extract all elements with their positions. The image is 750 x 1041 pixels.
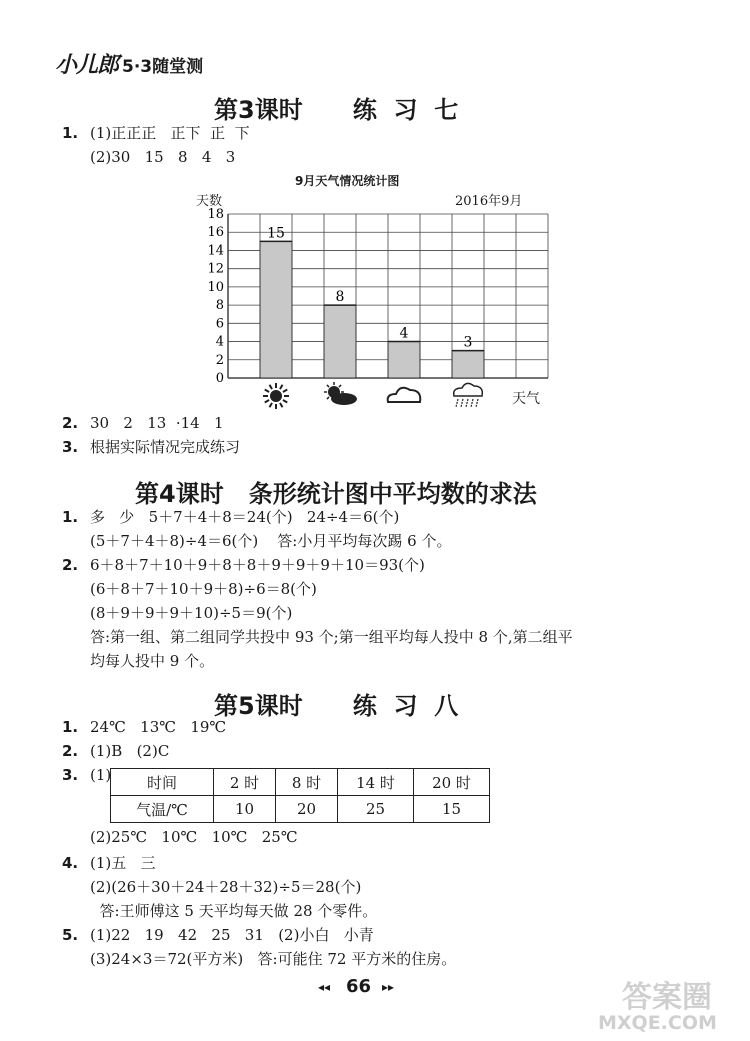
- q-text: (1)B (2)C: [90, 742, 170, 760]
- q-number: 1.: [62, 508, 79, 526]
- table-cell: 2 时: [214, 769, 276, 796]
- lesson3-q1b: (2)30 15 8 4 3: [90, 148, 236, 166]
- y-tick-label: 8: [215, 298, 224, 314]
- table-cell: 25: [338, 796, 414, 823]
- lesson4-q2c: (8＋9＋9＋9＋10)÷5＝9(个): [90, 604, 293, 622]
- brand-logo: 小儿郎: [55, 53, 119, 78]
- lesson3-q2: [62, 412, 224, 434]
- lesson3-q3: [62, 436, 240, 458]
- next-page-arrows[interactable]: ▸▸: [382, 980, 395, 994]
- lesson5-q3: [62, 764, 111, 786]
- series-name: 5·3随堂测: [122, 57, 204, 77]
- q-text: (1)正正正 正下 正 下: [90, 124, 250, 142]
- q-text: (1)五 三: [90, 854, 156, 872]
- bar: [260, 241, 292, 378]
- temperature-table: [110, 768, 490, 823]
- q-number: 3.: [62, 438, 79, 456]
- y-tick-label: 10: [207, 279, 224, 295]
- sun-icon: [263, 383, 289, 409]
- x-axis-label: 天气: [512, 391, 540, 407]
- lesson5-q4b: (2)(26＋30＋24＋28＋32)÷5＝28(个): [90, 878, 362, 896]
- y-tick-label: 18: [207, 207, 224, 222]
- table-cell: 气温/℃: [111, 796, 214, 823]
- lesson4-q1a: [62, 506, 399, 528]
- lesson4-q2b: (6＋8＋7＋10＋9＋8)÷6＝8(个): [90, 580, 317, 598]
- data-label: 3: [463, 334, 473, 351]
- q-number: 3.: [62, 766, 79, 784]
- y-axis-label: 天数: [196, 194, 223, 209]
- y-tick-label: 6: [215, 316, 224, 332]
- brand-header: [55, 48, 203, 79]
- lesson5-q2: [62, 740, 169, 762]
- lesson5-q1: [62, 716, 226, 738]
- bar-chart: [190, 200, 560, 415]
- q-text: 多 少 5＋7＋4＋8＝24(个) 24÷4＝6(个): [90, 508, 400, 526]
- lesson4-title: 第4课时 条形统计图中平均数的求法: [135, 480, 537, 508]
- y-tick-label: 16: [207, 225, 224, 241]
- q-text: (1): [90, 766, 112, 784]
- lesson4-q2e: 均每人投中 9 个。: [90, 652, 215, 670]
- q-number: 1.: [62, 124, 79, 142]
- lesson5-q5a: [62, 924, 374, 946]
- lesson5-q4a: [62, 852, 156, 874]
- bar: [452, 351, 484, 378]
- q-number: 2.: [62, 414, 79, 432]
- lesson5-q4c: 答:王师傅这 5 天平均每天做 28 个零件。: [90, 902, 378, 920]
- lesson4-q2d: 答:第一组、第二组同学共投中 93 个;第一组平均每人投中 8 个,第二组平: [90, 628, 573, 646]
- category-icons: [263, 382, 482, 409]
- y-tick-label: 4: [215, 334, 224, 350]
- q-number: 1.: [62, 718, 79, 736]
- table-row: [111, 769, 490, 796]
- data-label: 15: [267, 225, 285, 242]
- chart-title: 9月天气情况统计图: [295, 174, 400, 188]
- table-cell: 8 时: [276, 769, 338, 796]
- watermark-logo: 答案圈: [622, 980, 712, 1015]
- table-cell: 14 时: [338, 769, 414, 796]
- chart-date: 2016年9月: [455, 194, 523, 209]
- lesson4-q1b: (5＋7＋4＋8)÷4＝6(个) 答:小月平均每次踢 6 个。: [90, 532, 452, 550]
- q-text: (1)22 19 42 25 31 (2)小白 小青: [90, 926, 374, 944]
- page-number: 66: [346, 976, 372, 997]
- q-text: 根据实际情况完成练习: [90, 438, 241, 456]
- y-tick-label: 14: [207, 243, 224, 259]
- lesson5-title: 第5课时 练 习 八: [214, 692, 459, 720]
- q-number: 2.: [62, 556, 79, 574]
- table-cell: 15: [413, 796, 489, 823]
- table-cell: 20 时: [413, 769, 489, 796]
- q-text: 30 2 13 ·14 1: [90, 414, 224, 432]
- lesson3-q1a: [62, 122, 250, 144]
- q-number: 4.: [62, 854, 79, 872]
- partly-cloudy-icon: [324, 382, 357, 405]
- rain-icon: [454, 383, 483, 407]
- q-text: 24℃ 13℃ 19℃: [90, 718, 227, 736]
- watermark-url: MXQE.COM: [598, 1012, 717, 1034]
- table-cell: 10: [214, 796, 276, 823]
- cloud-icon: [388, 388, 421, 402]
- data-label: 4: [399, 325, 409, 342]
- table-cell: 20: [276, 796, 338, 823]
- q-number: 2.: [62, 742, 79, 760]
- y-tick-label: 2: [215, 352, 224, 368]
- table-row: [111, 796, 490, 823]
- table-cell: 时间: [111, 769, 214, 796]
- bar: [324, 305, 356, 378]
- q-text: 6＋8＋7＋10＋9＋8＋8＋9＋9＋9＋10＝93(个): [90, 556, 425, 574]
- prev-page-arrows[interactable]: ◂◂: [318, 980, 331, 994]
- y-tick-label: 12: [207, 261, 224, 277]
- data-label: 8: [335, 289, 345, 306]
- lesson3-title: 第3课时 练 习 七: [214, 96, 459, 124]
- lesson4-q2a: [62, 554, 425, 576]
- lesson5-q5b: (3)24×3＝72(平方米) 答:可能住 72 平方米的住房。: [90, 950, 457, 968]
- bar: [388, 342, 420, 378]
- chart-bars: [260, 225, 484, 378]
- lesson5-q3b: (2)25℃ 10℃ 10℃ 25℃: [90, 828, 298, 846]
- y-tick-labels: [207, 207, 224, 386]
- y-tick-label: 0: [215, 371, 224, 386]
- q-number: 5.: [62, 926, 79, 944]
